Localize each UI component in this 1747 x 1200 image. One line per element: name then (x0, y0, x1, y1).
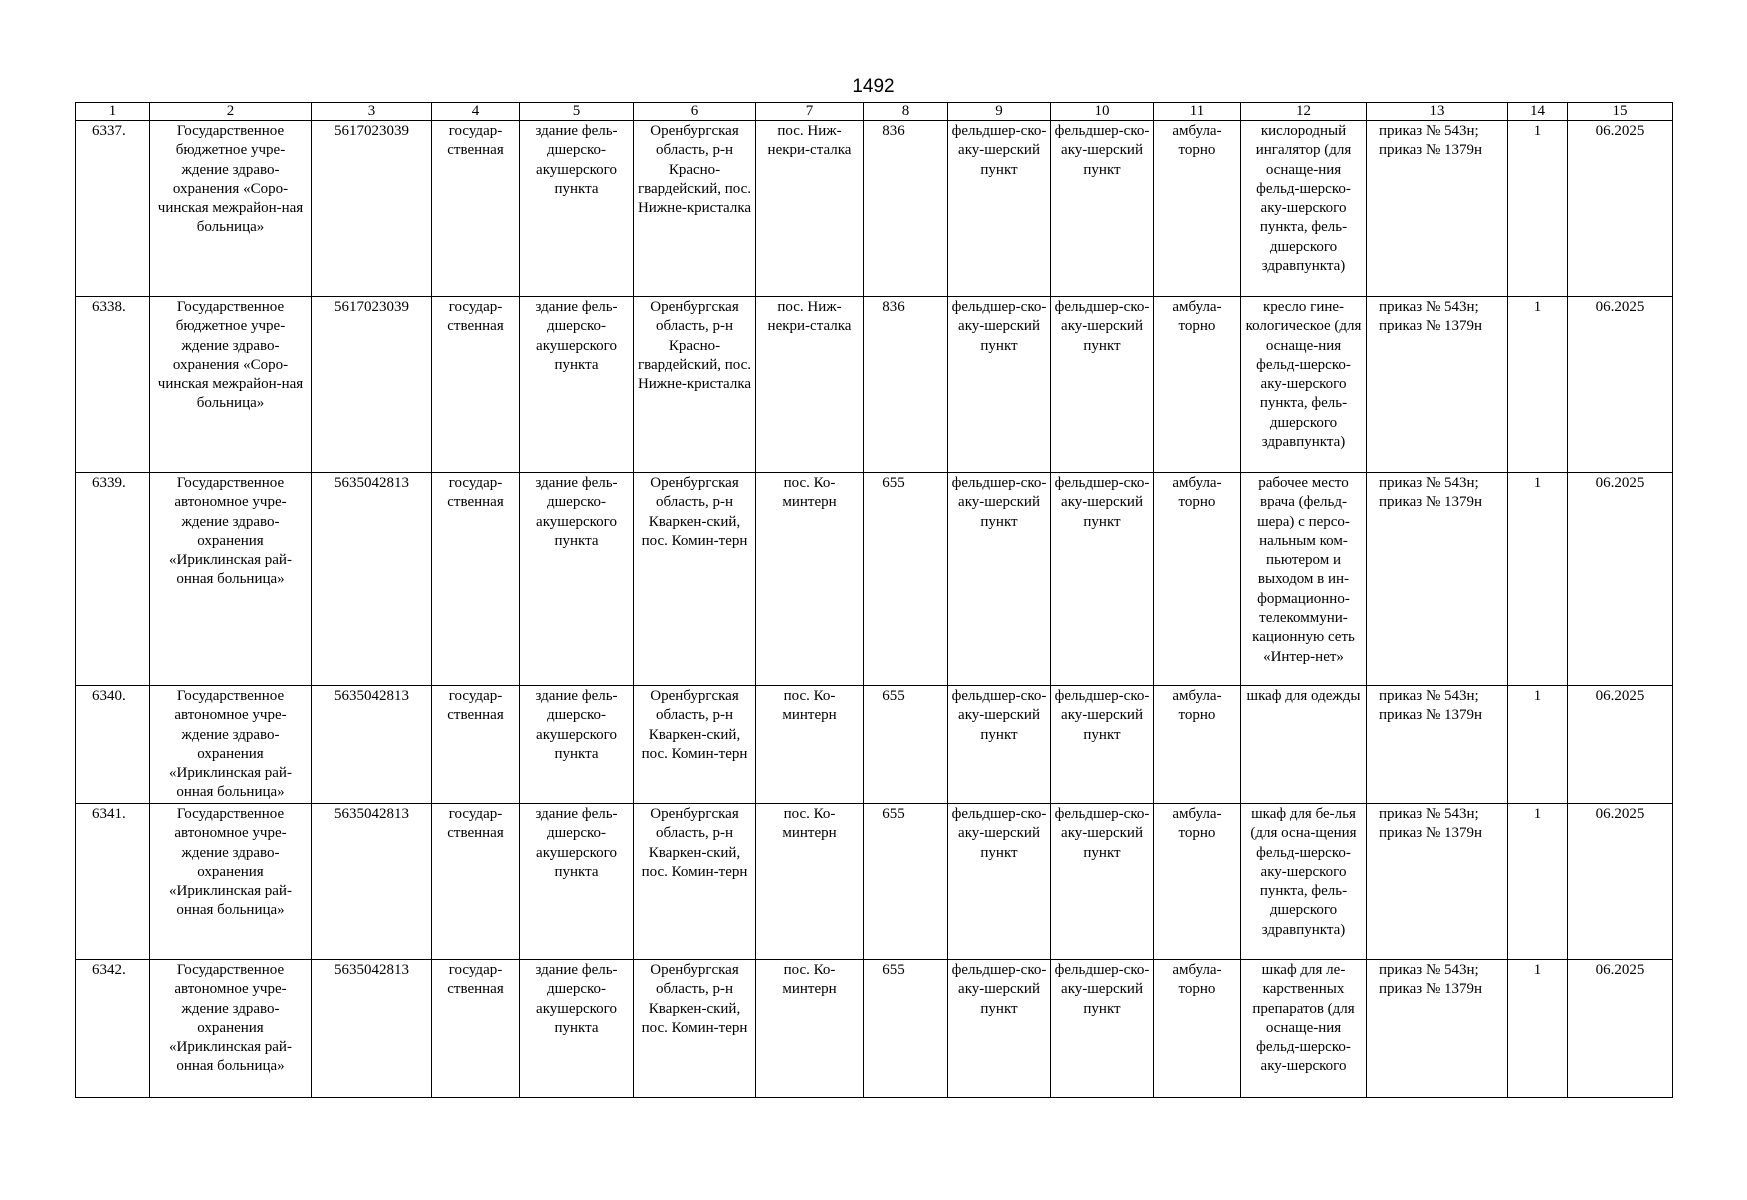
deadline-cell: 06.2025 (1568, 960, 1673, 1098)
ownership-form-cell: государ-ственная (432, 686, 520, 804)
institution-name-cell: Государственное автономное учре-ждение здраво-охранения «Ириклинская рай-онная больница» (150, 804, 312, 960)
ownership-form-cell: государ-ственная (432, 121, 520, 297)
deadline-cell: 06.2025 (1568, 473, 1673, 686)
column-number: 11 (1154, 103, 1241, 121)
care-condition-cell: амбула-торно (1154, 960, 1241, 1098)
regulation-cell: приказ № 543н; приказ № 1379н (1367, 473, 1508, 686)
record-number-cell: 6341. (76, 804, 150, 960)
settlement-cell: пос. Ко-минтерн (756, 473, 864, 686)
care-condition-cell: амбула-торно (1154, 804, 1241, 960)
facility-type-cell: фельдшер-ско-аку-шерский пункт (948, 960, 1051, 1098)
equipment-cell: рабочее место врача (фельд-шера) с персо-нальным ком-пьютером и выходом в ин-формационно-телекоммуни-кационную сеть «Интер-нет» (1241, 473, 1367, 686)
population-cell: 655 (864, 686, 948, 804)
inn-cell: 5635042813 (312, 473, 432, 686)
column-number: 3 (312, 103, 432, 121)
population-cell: 836 (864, 121, 948, 297)
deadline-cell: 06.2025 (1568, 686, 1673, 804)
equipment-cell: шкаф для бе-лья (для осна-щения фельд-шерско-аку-шерского пункта, фель-дшерского здравпункта) (1241, 804, 1367, 960)
settlement-cell: пос. Ниж-некри-сталка (756, 121, 864, 297)
table-row (76, 473, 1673, 686)
building-type-cell: здание фель-дшерско-акушерского пункта (520, 960, 634, 1098)
building-type-cell: здание фель-дшерско-акушерского пункта (520, 473, 634, 686)
building-type-cell: здание фель-дшерско-акушерского пункта (520, 121, 634, 297)
record-number-cell: 6337. (76, 121, 150, 297)
subdivision-type-cell: фельдшер-ско-аку-шерский пункт (1051, 121, 1154, 297)
quantity-cell: 1 (1508, 297, 1568, 473)
facility-type-cell: фельдшер-ско-аку-шерский пункт (948, 804, 1051, 960)
institution-name-cell: Государственное автономное учре-ждение здраво-охранения «Ириклинская рай-онная больница» (150, 686, 312, 804)
record-number-cell: 6342. (76, 960, 150, 1098)
building-type-cell: здание фель-дшерско-акушерского пункта (520, 686, 634, 804)
inn-cell: 5635042813 (312, 960, 432, 1098)
care-condition-cell: амбула-торно (1154, 473, 1241, 686)
inn-cell: 5617023039 (312, 297, 432, 473)
column-number: 6 (634, 103, 756, 121)
deadline-cell: 06.2025 (1568, 804, 1673, 960)
equipment-cell: шкаф для одежды (1241, 686, 1367, 804)
column-number: 2 (150, 103, 312, 121)
column-number: 10 (1051, 103, 1154, 121)
institution-name-cell: Государственное автономное учре-ждение здраво-охранения «Ириклинская рай-онная больница» (150, 473, 312, 686)
address-cell: Оренбургская область, р-н Красно-гвардейский, пос. Нижне-кристалка (634, 297, 756, 473)
address-cell: Оренбургская область, р-н Кваркен-ский, пос. Комин-терн (634, 686, 756, 804)
column-number: 5 (520, 103, 634, 121)
address-cell: Оренбургская область, р-н Кваркен-ский, пос. Комин-терн (634, 804, 756, 960)
registry-body (76, 103, 1673, 1098)
population-cell: 655 (864, 473, 948, 686)
table-row (76, 121, 1673, 297)
building-type-cell: здание фель-дшерско-акушерского пункта (520, 297, 634, 473)
subdivision-type-cell: фельдшер-ско-аку-шерский пункт (1051, 297, 1154, 473)
quantity-cell: 1 (1508, 686, 1568, 804)
column-number: 8 (864, 103, 948, 121)
institution-name-cell: Государственное автономное учре-ждение здраво-охранения «Ириклинская рай-онная больница» (150, 960, 312, 1098)
registry-table (75, 102, 1673, 1098)
column-number: 14 (1508, 103, 1568, 121)
care-condition-cell: амбула-торно (1154, 297, 1241, 473)
column-number: 7 (756, 103, 864, 121)
equipment-cell: шкаф для ле-карственных препаратов (для оснаще-ния фельд-шерско-аку-шерского (1241, 960, 1367, 1098)
facility-type-cell: фельдшер-ско-аку-шерский пункт (948, 121, 1051, 297)
subdivision-type-cell: фельдшер-ско-аку-шерский пункт (1051, 804, 1154, 960)
column-number-row (76, 103, 1673, 121)
quantity-cell: 1 (1508, 960, 1568, 1098)
care-condition-cell: амбула-торно (1154, 686, 1241, 804)
population-cell: 836 (864, 297, 948, 473)
column-number: 4 (432, 103, 520, 121)
ownership-form-cell: государ-ственная (432, 473, 520, 686)
record-number-cell: 6339. (76, 473, 150, 686)
table-row (76, 804, 1673, 960)
equipment-cell: кресло гине-кологическое (для оснаще-ния фельд-шерско-аку-шерского пункта, фель-дшерского здравпункта) (1241, 297, 1367, 473)
inn-cell: 5617023039 (312, 121, 432, 297)
quantity-cell: 1 (1508, 473, 1568, 686)
facility-type-cell: фельдшер-ско-аку-шерский пункт (948, 686, 1051, 804)
settlement-cell: пос. Ко-минтерн (756, 804, 864, 960)
column-number: 1 (76, 103, 150, 121)
building-type-cell: здание фель-дшерско-акушерского пункта (520, 804, 634, 960)
quantity-cell: 1 (1508, 121, 1568, 297)
settlement-cell: пос. Ко-минтерн (756, 960, 864, 1098)
inn-cell: 5635042813 (312, 686, 432, 804)
record-number-cell: 6338. (76, 297, 150, 473)
record-number-cell: 6340. (76, 686, 150, 804)
settlement-cell: пос. Ниж-некри-сталка (756, 297, 864, 473)
institution-name-cell: Государственное бюджетное учре-ждение здраво-охранения «Соро-чинская межрайон-ная больница» (150, 297, 312, 473)
inn-cell: 5635042813 (312, 804, 432, 960)
column-number: 12 (1241, 103, 1367, 121)
deadline-cell: 06.2025 (1568, 297, 1673, 473)
table-row (76, 686, 1673, 804)
deadline-cell: 06.2025 (1568, 121, 1673, 297)
ownership-form-cell: государ-ственная (432, 960, 520, 1098)
facility-type-cell: фельдшер-ско-аку-шерский пункт (948, 473, 1051, 686)
population-cell: 655 (864, 804, 948, 960)
address-cell: Оренбургская область, р-н Кваркен-ский, пос. Комин-терн (634, 473, 756, 686)
subdivision-type-cell: фельдшер-ско-аку-шерский пункт (1051, 960, 1154, 1098)
column-number: 13 (1367, 103, 1508, 121)
regulation-cell: приказ № 543н; приказ № 1379н (1367, 686, 1508, 804)
facility-type-cell: фельдшер-ско-аку-шерский пункт (948, 297, 1051, 473)
regulation-cell: приказ № 543н; приказ № 1379н (1367, 804, 1508, 960)
care-condition-cell: амбула-торно (1154, 121, 1241, 297)
ownership-form-cell: государ-ственная (432, 297, 520, 473)
settlement-cell: пос. Ко-минтерн (756, 686, 864, 804)
column-number: 9 (948, 103, 1051, 121)
table-row (76, 297, 1673, 473)
ownership-form-cell: государ-ственная (432, 804, 520, 960)
subdivision-type-cell: фельдшер-ско-аку-шерский пункт (1051, 473, 1154, 686)
quantity-cell: 1 (1508, 804, 1568, 960)
institution-name-cell: Государственное бюджетное учре-ждение здраво-охранения «Соро-чинская межрайон-ная больница» (150, 121, 312, 297)
population-cell: 655 (864, 960, 948, 1098)
column-number: 15 (1568, 103, 1673, 121)
equipment-cell: кислородный ингалятор (для оснаще-ния фельд-шерско-аку-шерского пункта, фель-дшерского здравпункта) (1241, 121, 1367, 297)
subdivision-type-cell: фельдшер-ско-аку-шерский пункт (1051, 686, 1154, 804)
table-row (76, 960, 1673, 1098)
page-number: 1492 (852, 76, 895, 97)
regulation-cell: приказ № 543н; приказ № 1379н (1367, 121, 1508, 297)
regulation-cell: приказ № 543н; приказ № 1379н (1367, 297, 1508, 473)
regulation-cell: приказ № 543н; приказ № 1379н (1367, 960, 1508, 1098)
address-cell: Оренбургская область, р-н Красно-гвардейский, пос. Нижне-кристалка (634, 121, 756, 297)
address-cell: Оренбургская область, р-н Кваркен-ский, пос. Комин-терн (634, 960, 756, 1098)
